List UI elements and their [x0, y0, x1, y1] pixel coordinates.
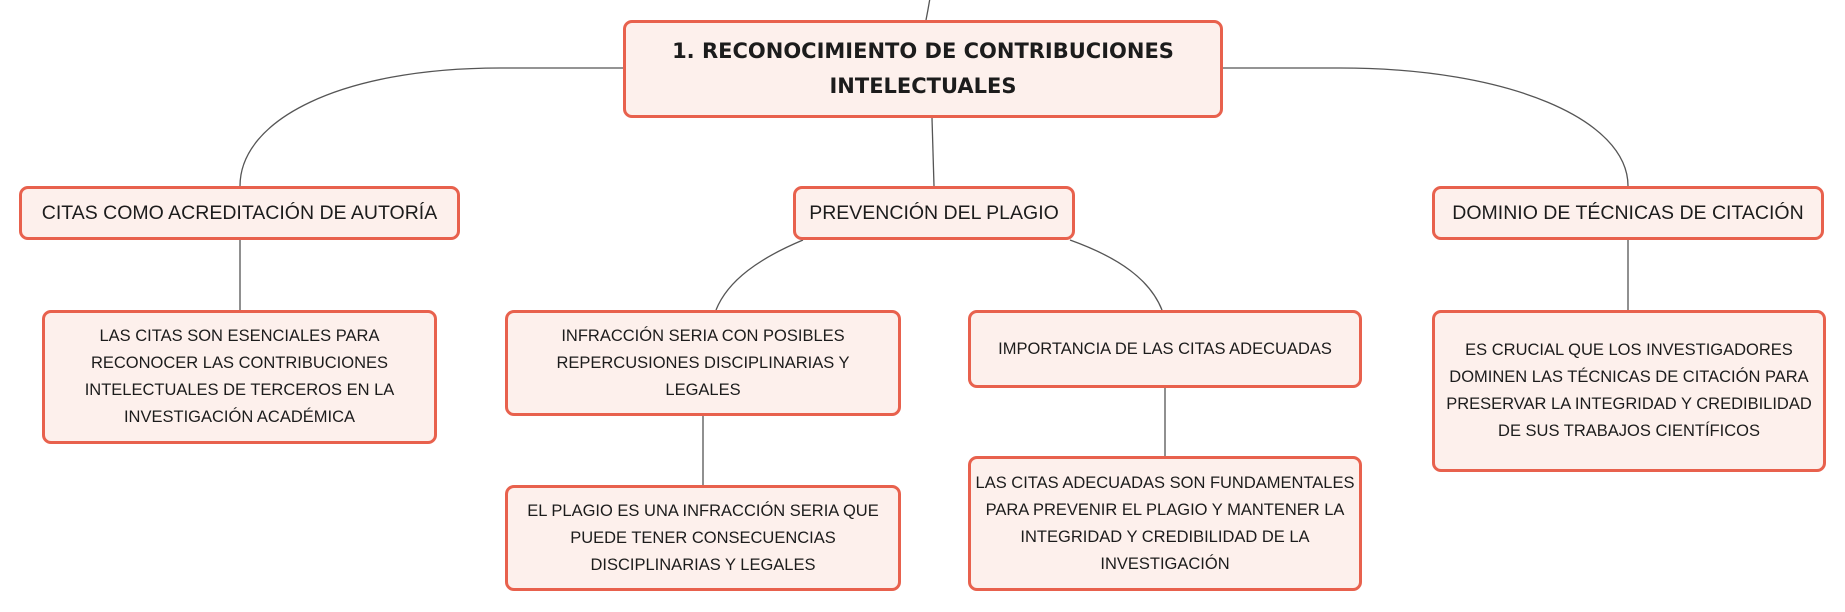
- root-node[interactable]: [623, 20, 1223, 118]
- connector-parent-to-root: [926, 0, 930, 20]
- branch-node-label: PREVENCIÓN DEL PLAGIO: [809, 202, 1059, 224]
- connector-root-to-citas-acreditacion: [240, 68, 623, 186]
- leaf-node-label: LAS CITAS ADECUADAS SON FUNDAMENTALES PARA PREVENIR EL PLAGIO Y MANTENER LA INTEGRIDAD Y CREDIBILIDAD DE LA INVESTIGACIÓN: [975, 473, 1355, 573]
- sub-node-infraccion-seria[interactable]: [505, 310, 901, 416]
- leaf-node-citas-esenciales[interactable]: [42, 310, 437, 444]
- connector-prevencion-to-infraccion: [716, 240, 803, 310]
- branch-node-prevencion-plagio[interactable]: [793, 186, 1075, 240]
- leaf-node-label: LAS CITAS SON ESENCIALES PARA RECONOCER LAS CONTRIBUCIONES INTELECTUALES DE TERCEROS EN LA INVESTIGACIÓN ACADÉMICA: [84, 327, 395, 426]
- leaf-node-citas-adecuadas[interactable]: [968, 456, 1362, 591]
- leaf-node-plagio-infraccion[interactable]: [505, 485, 901, 591]
- branch-node-label: CITAS COMO ACREDITACIÓN DE AUTORÍA: [41, 202, 438, 224]
- leaf-node-label: EL PLAGIO ES UNA INFRACCIÓN SERIA QUE PUEDE TENER CONSECUENCIAS DISCIPLINARIAS Y LEGALES: [527, 501, 879, 574]
- sub-node-label: INFRACCIÓN SERIA CON POSIBLES REPERCUSIONES DISCIPLINARIAS Y LEGALES: [556, 326, 850, 399]
- branch-node-label: DOMINIO DE TÉCNICAS DE CITACIÓN: [1452, 202, 1804, 224]
- connector-prevencion-to-importancia: [1070, 240, 1162, 310]
- sub-node-label: IMPORTANCIA DE LAS CITAS ADECUADAS: [998, 339, 1332, 358]
- sub-node-importancia-citas[interactable]: [968, 310, 1362, 388]
- connector-root-to-dominio-tecnicas: [1223, 68, 1628, 186]
- connector-root-to-prevencion-plagio: [932, 118, 934, 186]
- branch-node-citas-acreditacion[interactable]: [19, 186, 460, 240]
- leaf-node-dominio-crucial[interactable]: [1432, 310, 1826, 472]
- branch-node-dominio-tecnicas[interactable]: [1432, 186, 1824, 240]
- leaf-node-label: ES CRUCIAL QUE LOS INVESTIGADORES DOMINEN LAS TÉCNICAS DE CITACIÓN PARA PRESERVAR LA INTEGRIDAD Y CREDIBILIDAD DE SUS TRABAJOS CIENTÍFICOS: [1446, 341, 1812, 440]
- root-node-label: 1. RECONOCIMIENTO DE CONTRIBUCIONES INTELECTUALES: [672, 39, 1174, 98]
